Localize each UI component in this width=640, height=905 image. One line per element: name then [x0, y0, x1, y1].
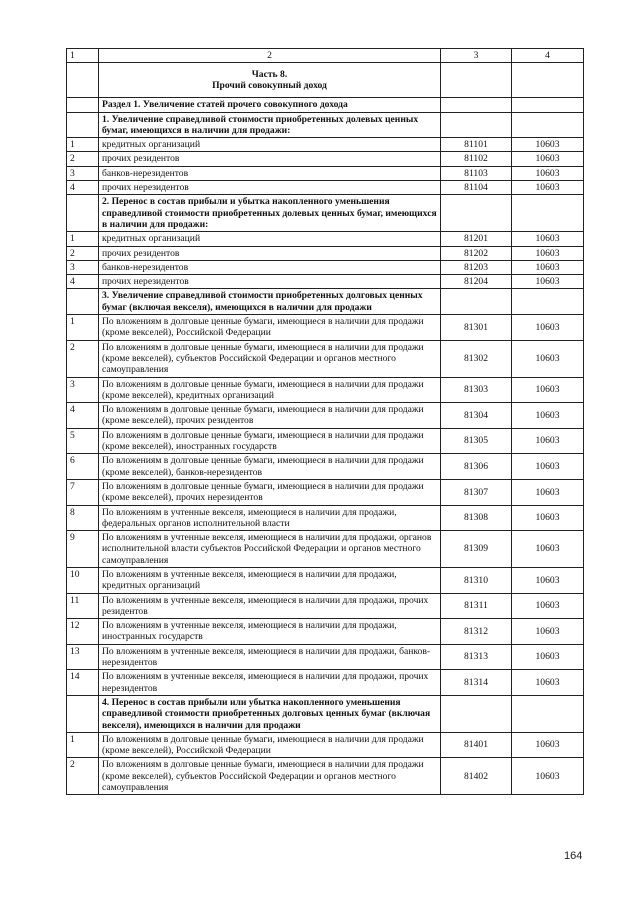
part-title-num-cell: [67, 63, 99, 98]
row-text: По вложениям в долговые ценные бумаги, имеющиеся в наличии для продажи (кроме векселей), иностранных государств: [99, 428, 441, 454]
table-row: [67, 619, 584, 645]
group-acct-cell: [512, 695, 584, 732]
row-code: 81306: [441, 454, 512, 480]
row-code: 81304: [441, 403, 512, 429]
group-num-cell: [67, 695, 99, 732]
table-row: [67, 732, 584, 758]
row-account: 10603: [512, 403, 584, 429]
row-text: кредитных организаций: [99, 232, 441, 246]
row-account: 10603: [512, 593, 584, 619]
group-num-cell: [67, 289, 99, 315]
row-account: 10603: [512, 246, 584, 260]
row-text: По вложениям в долговые ценные бумаги, имеющиеся в наличии для продажи (кроме векселей), банков-нерезидентов: [99, 454, 441, 480]
table-row: [67, 181, 584, 195]
table-row: [67, 138, 584, 152]
row-number: 12: [67, 619, 99, 645]
table-row: [67, 593, 584, 619]
row-account: 10603: [512, 138, 584, 152]
row-account: 10603: [512, 340, 584, 377]
group-code-cell: [441, 695, 512, 732]
group-code-cell: [441, 289, 512, 315]
group-title-row: [67, 289, 584, 315]
row-account: 10603: [512, 567, 584, 593]
group-title: 2. Перенос в состав прибыли и убытка накопленного уменьшения справедливой стоимости приобретенных долевых ценных бумаг, имеющихся в наличии для продажи:: [99, 195, 441, 232]
part-title: Часть 8.: [251, 69, 288, 80]
row-number: 11: [67, 593, 99, 619]
row-code: 81313: [441, 644, 512, 670]
row-account: 10603: [512, 377, 584, 403]
header-row: [67, 49, 584, 63]
row-code: 81201: [441, 232, 512, 246]
row-code: 81401: [441, 732, 512, 758]
group-title: 4. Перенос в состав прибыли или убытка накопленного уменьшения справедливой стоимости приобретенных долговых ценных бумаг (включая векселя), имеющихся в наличии для продажи: [99, 695, 441, 732]
table-row: [67, 275, 584, 289]
row-number: 2: [67, 340, 99, 377]
row-number: 1: [67, 315, 99, 341]
row-text: По вложениям в долговые ценные бумаги, имеющиеся в наличии для продажи (кроме векселей), Российской Федерации: [99, 732, 441, 758]
table-row: [67, 670, 584, 696]
row-code: 81301: [441, 315, 512, 341]
row-number: 3: [67, 377, 99, 403]
row-code: 81101: [441, 138, 512, 152]
table-row: [67, 644, 584, 670]
row-code: 81303: [441, 377, 512, 403]
row-account: 10603: [512, 260, 584, 274]
header-col-4: 4: [512, 49, 584, 63]
row-account: 10603: [512, 505, 584, 531]
row-code: 81310: [441, 567, 512, 593]
table-row: [67, 340, 584, 377]
row-text: прочих резидентов: [99, 246, 441, 260]
row-code: 81402: [441, 758, 512, 795]
accounts-table: [66, 48, 584, 795]
row-code: 81104: [441, 181, 512, 195]
part-title-cell: [99, 63, 441, 98]
section-acct-cell: [512, 98, 584, 112]
table-row: [67, 505, 584, 531]
row-account: 10603: [512, 181, 584, 195]
row-number: 7: [67, 479, 99, 505]
row-account: 10603: [512, 454, 584, 480]
row-account: 10603: [512, 428, 584, 454]
row-text: По вложениям в учтенные векселя, имеющиеся в наличии для продажи, иностранных государств: [99, 619, 441, 645]
row-text: По вложениям в учтенные векселя, имеющиеся в наличии для продажи, органов исполнительной власти субъектов Российской Федерации и органов местного самоуправления: [99, 531, 441, 568]
row-number: 8: [67, 505, 99, 531]
row-number: 4: [67, 181, 99, 195]
row-text: прочих нерезидентов: [99, 275, 441, 289]
section-title: Раздел 1. Увеличение статей прочего совокупного дохода: [99, 98, 441, 112]
group-title: 1. Увеличение справедливой стоимости приобретенных долевых ценных бумаг, имеющихся в наличии для продажи:: [99, 112, 441, 138]
row-code: 81312: [441, 619, 512, 645]
row-code: 81302: [441, 340, 512, 377]
row-number: 2: [67, 758, 99, 795]
row-account: 10603: [512, 644, 584, 670]
row-number: 4: [67, 275, 99, 289]
row-account: 10603: [512, 531, 584, 568]
row-code: 81103: [441, 166, 512, 180]
group-acct-cell: [512, 112, 584, 138]
row-text: По вложениям в долговые ценные бумаги, имеющиеся в наличии для продажи (кроме векселей), субъектов Российской Федерации и органов местного самоуправления: [99, 340, 441, 377]
row-account: 10603: [512, 315, 584, 341]
section-num-cell: [67, 98, 99, 112]
table-row: [67, 152, 584, 166]
row-code: 81204: [441, 275, 512, 289]
group-code-cell: [441, 195, 512, 232]
table-row: [67, 166, 584, 180]
row-number: 1: [67, 138, 99, 152]
part-subtitle: Прочий совокупный доход: [212, 80, 327, 92]
row-code: 81202: [441, 246, 512, 260]
row-text: По вложениям в долговые ценные бумаги, имеющиеся в наличии для продажи (кроме векселей), кредитных организаций: [99, 377, 441, 403]
group-acct-cell: [512, 195, 584, 232]
table-row: [67, 232, 584, 246]
table-row: [67, 377, 584, 403]
row-account: 10603: [512, 275, 584, 289]
row-code: 81308: [441, 505, 512, 531]
row-text: банков-нерезидентов: [99, 260, 441, 274]
row-account: 10603: [512, 232, 584, 246]
row-account: 10603: [512, 670, 584, 696]
row-number: 2: [67, 152, 99, 166]
row-number: 4: [67, 403, 99, 429]
row-code: 81203: [441, 260, 512, 274]
row-text: прочих нерезидентов: [99, 181, 441, 195]
group-title-row: [67, 112, 584, 138]
row-number: 10: [67, 567, 99, 593]
row-code: 81311: [441, 593, 512, 619]
row-code: 81314: [441, 670, 512, 696]
row-number: 3: [67, 166, 99, 180]
row-number: 9: [67, 531, 99, 568]
row-text: прочих резидентов: [99, 152, 441, 166]
group-num-cell: [67, 112, 99, 138]
row-number: 2: [67, 246, 99, 260]
row-text: банков-нерезидентов: [99, 166, 441, 180]
row-code: 81102: [441, 152, 512, 166]
row-code: 81309: [441, 531, 512, 568]
row-code: 81307: [441, 479, 512, 505]
row-number: 3: [67, 260, 99, 274]
table-row: [67, 479, 584, 505]
table-row: [67, 403, 584, 429]
group-title-row: [67, 195, 584, 232]
row-number: 1: [67, 732, 99, 758]
table-body: [67, 49, 584, 795]
table-row: [67, 246, 584, 260]
table-row: [67, 454, 584, 480]
section-row: [67, 98, 584, 112]
row-text: По вложениям в долговые ценные бумаги, имеющиеся в наличии для продажи (кроме векселей), прочих нерезидентов: [99, 479, 441, 505]
row-account: 10603: [512, 479, 584, 505]
header-col-3: 3: [441, 49, 512, 63]
row-text: По вложениям в учтенные векселя, имеющиеся в наличии для продажи, федеральных органов исполнительной власти: [99, 505, 441, 531]
row-account: 10603: [512, 152, 584, 166]
header-col-2: 2: [99, 49, 441, 63]
group-title-row: [67, 695, 584, 732]
row-number: 13: [67, 644, 99, 670]
row-text: По вложениям в долговые ценные бумаги, имеющиеся в наличии для продажи (кроме векселей), прочих резидентов: [99, 403, 441, 429]
table-row: [67, 567, 584, 593]
page-number: 164: [564, 850, 583, 862]
table-row: [67, 758, 584, 795]
row-text: По вложениям в учтенные векселя, имеющиеся в наличии для продажи, банков-нерезидентов: [99, 644, 441, 670]
row-text: По вложениям в долговые ценные бумаги, имеющиеся в наличии для продажи (кроме векселей), Российской Федерации: [99, 315, 441, 341]
section-code-cell: [441, 98, 512, 112]
row-account: 10603: [512, 732, 584, 758]
part-title-row: [67, 63, 584, 98]
table-row: [67, 260, 584, 274]
table-row: [67, 428, 584, 454]
table-row: [67, 315, 584, 341]
group-code-cell: [441, 112, 512, 138]
row-account: 10603: [512, 758, 584, 795]
row-account: 10603: [512, 166, 584, 180]
group-num-cell: [67, 195, 99, 232]
group-title: 3. Увеличение справедливой стоимости приобретенных долговых ценных бумаг (включая векселя), имеющихся в наличии для продажи: [99, 289, 441, 315]
row-text: По вложениям в учтенные векселя, имеющиеся в наличии для продажи, кредитных организаций: [99, 567, 441, 593]
header-col-1: 1: [67, 49, 99, 63]
row-text: По вложениям в учтенные векселя, имеющиеся в наличии для продажи, прочих нерезидентов: [99, 670, 441, 696]
part-title-acct-cell: [512, 63, 584, 98]
row-account: 10603: [512, 619, 584, 645]
row-text: По вложениям в долговые ценные бумаги, имеющиеся в наличии для продажи (кроме векселей), субъектов Российской Федерации и органов местного самоуправления: [99, 758, 441, 795]
row-text: кредитных организаций: [99, 138, 441, 152]
row-code: 81305: [441, 428, 512, 454]
row-number: 5: [67, 428, 99, 454]
row-number: 6: [67, 454, 99, 480]
group-acct-cell: [512, 289, 584, 315]
table-row: [67, 531, 584, 568]
part-title-code-cell: [441, 63, 512, 98]
row-text: По вложениям в учтенные векселя, имеющиеся в наличии для продажи, прочих резидентов: [99, 593, 441, 619]
row-number: 14: [67, 670, 99, 696]
row-number: 1: [67, 232, 99, 246]
